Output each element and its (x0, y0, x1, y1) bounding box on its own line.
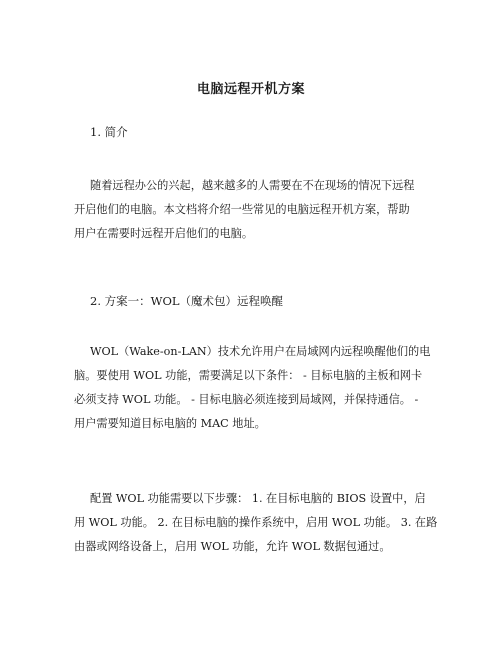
section-heading-wol: 2. 方案一：WOL（魔术包）远程唤醒 (90, 294, 284, 308)
paragraph-line: 用户需要知道目标电脑的 MAC 地址。 (74, 417, 266, 430)
paragraph-line: 用 WOL 功能。 2. 在目标电脑的操作系统中，启用 WOL 功能。 3. 在路 (74, 516, 438, 529)
paragraph-line: 用户在需要时远程开启他们的电脑。 (74, 227, 254, 240)
paragraph-line: WOL（Wake-on-LAN）技术允许用户在局域网内远程唤醒他们的电 (90, 345, 431, 358)
document-title: 电脑远程开机方案 (196, 82, 305, 97)
paragraph-wol-requirements (74, 340, 429, 436)
paragraph-line: 必须支持 WOL 功能。 - 目标电脑必须连接到局域网，并保持通信。 - (74, 393, 419, 406)
section-heading-intro: 1. 简介 (90, 125, 128, 139)
paragraph-line: 配置 WOL 功能需要以下步骤： 1. 在目标电脑的 BIOS 设置中，启 (90, 492, 426, 505)
paragraph-intro (74, 174, 429, 246)
paragraph-line: 脑。要使用 WOL 功能，需要满足以下条件： - 目标电脑的主板和网卡 (74, 369, 423, 382)
paragraph-wol-steps (74, 487, 438, 559)
paragraph-line: 开启他们的电脑。本文档将介绍一些常见的电脑远程开机方案，帮助 (74, 203, 410, 216)
paragraph-line: 随着远程办公的兴起，越来越多的人需要在不在现场的情况下远程 (90, 179, 415, 192)
paragraph-line: 由器或网络设备上，启用 WOL 功能，允许 WOL 数据包通过。 (74, 540, 391, 553)
